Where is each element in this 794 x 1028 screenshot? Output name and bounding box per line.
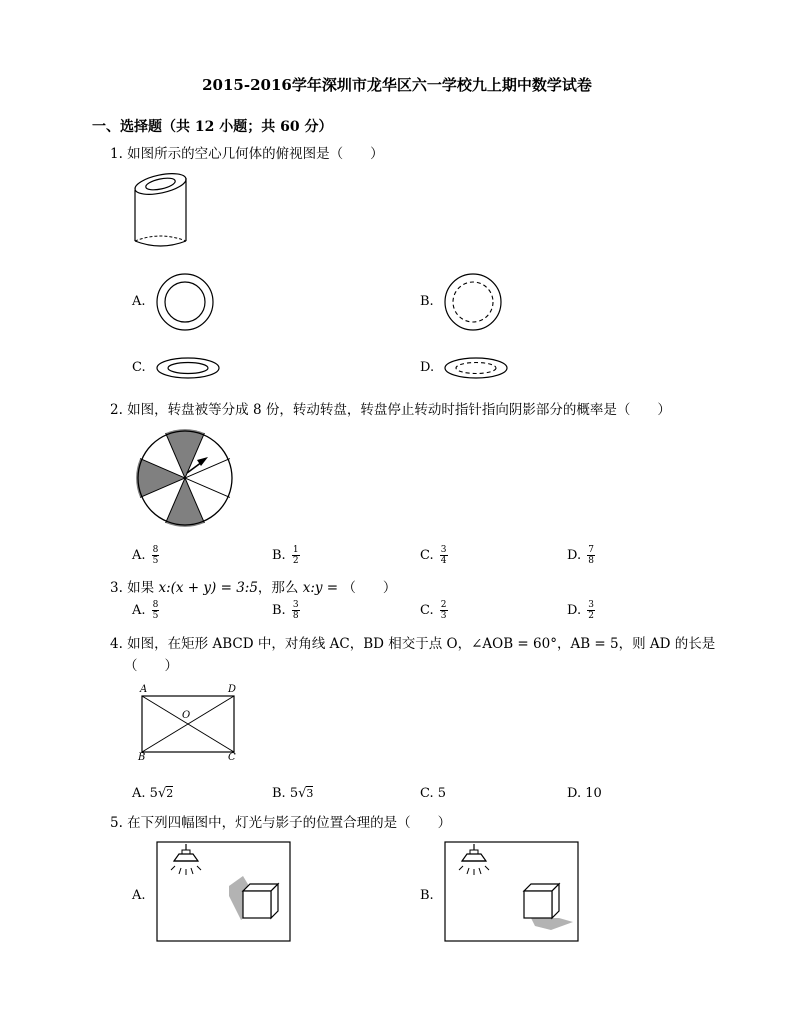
q5-option-b-figure <box>445 842 579 942</box>
q1-option-a-figure <box>155 272 215 332</box>
numerator: 2 <box>440 600 447 610</box>
q4-option-a <box>132 786 173 801</box>
coefficient: 5 <box>289 786 299 801</box>
option-label: B. <box>272 603 286 618</box>
value: 5 <box>437 786 447 801</box>
q3-option-a <box>132 600 159 621</box>
numerator: 3 <box>292 600 299 610</box>
cube-figure <box>243 884 278 918</box>
q1-option-c: C. <box>132 360 146 375</box>
q3-expression: x:(x + y) = 3:5 <box>158 580 258 596</box>
q3-expression-2: x:y = <box>302 580 339 596</box>
q1-option-b: B. <box>420 294 434 309</box>
option-label: B. <box>272 548 286 563</box>
fraction <box>587 600 595 621</box>
q3-option-d <box>567 600 595 621</box>
radicand: 2 <box>166 787 174 800</box>
q1-option-d: D. <box>420 360 435 375</box>
lamp-icon <box>459 844 489 875</box>
q5-option-b: B. <box>420 888 434 903</box>
hollow-cylinder-figure <box>125 168 195 250</box>
vertex-c-label: C <box>228 752 236 763</box>
page-title: 2015-2016学年深圳市龙华区六一学校九上期中数学试卷 <box>202 76 592 94</box>
fraction <box>587 545 595 566</box>
q3-option-c <box>420 600 448 621</box>
denominator: 2 <box>292 556 299 566</box>
q1-option-a: A. <box>132 294 146 309</box>
radicand: 3 <box>306 787 314 800</box>
lamp-icon <box>171 844 201 875</box>
question-5-stem: 5. 在下列四幅图中，灯光与影子的位置合理的是（ ） <box>110 815 452 831</box>
numerator: 8 <box>152 545 159 555</box>
denominator: 2 <box>588 611 594 621</box>
q4-option-b <box>272 786 313 801</box>
numerator: 8 <box>152 600 159 610</box>
section-heading: 一、选择题（共 12 小题；共 60 分） <box>92 119 333 135</box>
q4-option-d <box>567 786 602 801</box>
q1-option-c-figure <box>155 355 221 381</box>
vertex-b-label: B <box>138 752 146 763</box>
denominator: 8 <box>588 556 594 566</box>
radical-sign: √ <box>298 786 307 801</box>
fraction <box>152 600 160 621</box>
numerator: 1 <box>292 545 299 555</box>
fraction <box>292 600 300 621</box>
option-label: A. <box>132 603 146 618</box>
rectangle-diagram <box>142 696 234 752</box>
vertex-a-label: A <box>140 684 148 695</box>
center-o-label: O <box>182 710 191 721</box>
denominator: 8 <box>292 611 299 621</box>
option-label: C. <box>420 603 434 618</box>
denominator: 5 <box>152 611 159 621</box>
option-label: C. <box>420 548 434 563</box>
rectangle-abcd-figure <box>130 684 245 766</box>
spinner-figure <box>136 429 234 527</box>
q3-stem-part-b: ，那么 <box>257 580 303 596</box>
cube-figure <box>524 884 559 918</box>
q2-option-a <box>132 545 159 566</box>
question-2-stem: 2. 如图，转盘被等分成 8 份，转动转盘，转盘停止转动时指针指向阴影部分的概率是（ ） <box>110 402 671 418</box>
fraction <box>152 545 160 566</box>
numerator: 7 <box>588 545 594 555</box>
option-label: B. <box>272 786 286 801</box>
q5-option-a-figure <box>157 842 291 942</box>
q2-option-b <box>272 545 300 566</box>
numerator: 3 <box>440 545 447 555</box>
denominator: 4 <box>440 556 447 566</box>
q2-option-d <box>567 545 595 566</box>
q1-option-d-figure <box>443 355 509 381</box>
q5-option-a: A. <box>132 888 146 903</box>
numerator: 3 <box>588 600 594 610</box>
q3-stem-part-c: （ ） <box>338 580 397 596</box>
question-4-stem-line-2: （ ） <box>124 658 178 674</box>
question-4-stem-line-1: 4. 如图，在矩形 ABCD 中，对角线 AC，BD 相交于点 O，∠AOB = 60°，AB = 5，则 AD 的长是 <box>110 636 716 652</box>
q2-option-c <box>420 545 448 566</box>
vertex-d-label: D <box>228 684 237 695</box>
denominator: 5 <box>152 556 159 566</box>
coefficient: 5 <box>149 786 158 801</box>
option-label: D. <box>567 603 582 618</box>
question-3-stem <box>110 576 396 596</box>
radical-sign: √ <box>157 786 167 801</box>
option-label: D. <box>567 786 582 801</box>
q3-stem-part-a: 3. 如果 <box>110 580 159 596</box>
fraction <box>440 545 448 566</box>
option-label: A. <box>132 548 146 563</box>
fraction <box>440 600 448 621</box>
q1-option-b-figure <box>443 272 503 332</box>
q4-option-c <box>420 786 446 801</box>
option-label: C. <box>420 786 434 801</box>
option-label: D. <box>567 548 582 563</box>
denominator: 3 <box>440 611 447 621</box>
question-1-stem: 1. 如图所示的空心几何体的俯视图是（ ） <box>110 146 384 162</box>
fraction <box>292 545 300 566</box>
value: 10 <box>585 786 602 801</box>
q3-option-b <box>272 600 300 621</box>
option-label: A. <box>132 786 146 801</box>
